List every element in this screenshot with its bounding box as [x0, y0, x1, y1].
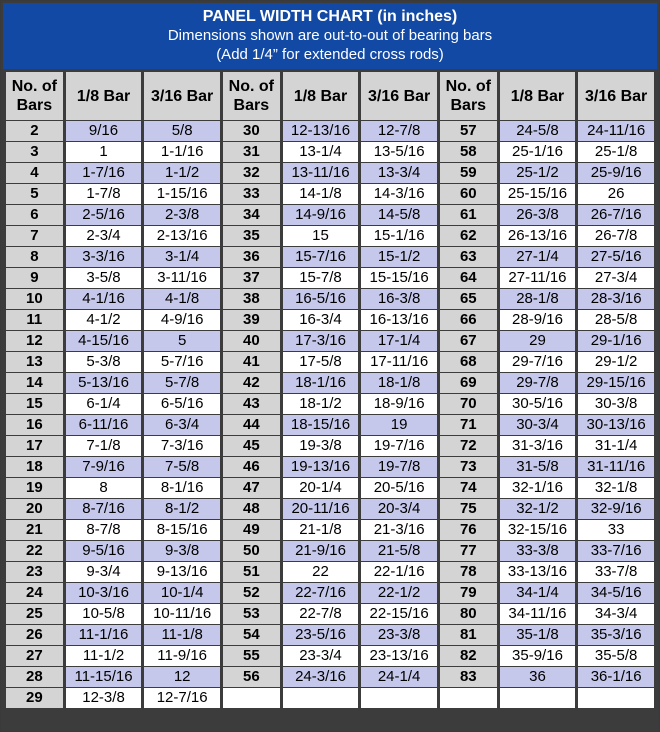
bar-count-cell: 17 — [6, 436, 63, 456]
bar-count-cell: 52 — [223, 583, 280, 603]
table-row — [6, 268, 654, 288]
three-sixteenth-bar-width-cell: 33-7/8 — [578, 562, 654, 582]
eighth-bar-width-cell: 16-5/16 — [283, 289, 359, 309]
eighth-bar-width-cell: 34-1/4 — [500, 583, 576, 603]
eighth-bar-width-cell: 23-5/16 — [283, 625, 359, 645]
table-row — [6, 436, 654, 456]
bar-count-cell: 54 — [223, 625, 280, 645]
eighth-bar-width-cell: 1 — [66, 142, 142, 162]
chart-subtitle-cross-rods: (Add 1/4” for extended cross rods) — [216, 46, 444, 63]
bar-count-cell: 43 — [223, 394, 280, 414]
three-sixteenth-bar-width-cell: 4-1/8 — [144, 289, 220, 309]
eighth-bar-width-cell: 8 — [66, 478, 142, 498]
bar-count-cell: 38 — [223, 289, 280, 309]
empty-cell — [440, 688, 497, 708]
eighth-bar-width-cell: 9-3/4 — [66, 562, 142, 582]
bar-count-cell: 72 — [440, 436, 497, 456]
chart-header — [3, 3, 657, 69]
bar-count-cell: 35 — [223, 226, 280, 246]
panel-width-table — [3, 71, 657, 709]
bar-count-cell: 14 — [6, 373, 63, 393]
bar-count-cell: 33 — [223, 184, 280, 204]
table-row — [6, 310, 654, 330]
eighth-bar-width-cell: 18-15/16 — [283, 415, 359, 435]
bar-count-cell: 12 — [6, 331, 63, 351]
three-sixteenth-bar-width-cell: 1-15/16 — [144, 184, 220, 204]
eighth-bar-width-cell: 25-15/16 — [500, 184, 576, 204]
eighth-bar-width-cell: 20-11/16 — [283, 499, 359, 519]
eighth-bar-width-cell: 29-7/16 — [500, 352, 576, 372]
table-row — [6, 583, 654, 603]
eighth-bar-width-cell: 28-1/8 — [500, 289, 576, 309]
eighth-bar-width-cell: 36 — [500, 667, 576, 687]
bar-count-cell: 25 — [6, 604, 63, 624]
three-sixteenth-bar-width-cell: 25-1/8 — [578, 142, 654, 162]
bar-count-cell: 10 — [6, 289, 63, 309]
three-sixteenth-bar-width-cell: 22-1/2 — [361, 583, 437, 603]
bar-count-cell: 15 — [6, 394, 63, 414]
bar-count-cell: 6 — [6, 205, 63, 225]
three-sixteenth-bar-width-cell: 23-13/16 — [361, 646, 437, 666]
bar-count-cell: 69 — [440, 373, 497, 393]
three-sixteenth-bar-width-cell: 13-5/16 — [361, 142, 437, 162]
eighth-bar-width-cell: 21-1/8 — [283, 520, 359, 540]
table-row — [6, 394, 654, 414]
eighth-bar-width-cell: 14-9/16 — [283, 205, 359, 225]
bar-count-cell: 9 — [6, 268, 63, 288]
three-sixteenth-bar-width-cell: 28-5/8 — [578, 310, 654, 330]
eighth-bar-width-cell: 24-3/16 — [283, 667, 359, 687]
eighth-bar-width-cell: 6-1/4 — [66, 394, 142, 414]
bar-count-cell: 83 — [440, 667, 497, 687]
three-sixteenth-bar-width-cell: 20-5/16 — [361, 478, 437, 498]
eighth-bar-width-cell: 20-1/4 — [283, 478, 359, 498]
header-three-sixteenth-bar: 3/16 Bar — [144, 72, 220, 120]
eighth-bar-width-cell: 31-5/8 — [500, 457, 576, 477]
bar-count-cell: 44 — [223, 415, 280, 435]
bar-count-cell: 37 — [223, 268, 280, 288]
bar-count-cell: 81 — [440, 625, 497, 645]
eighth-bar-width-cell: 24-5/8 — [500, 121, 576, 141]
eighth-bar-width-cell: 11-1/16 — [66, 625, 142, 645]
bar-count-cell: 36 — [223, 247, 280, 267]
bar-count-cell: 21 — [6, 520, 63, 540]
bar-count-cell: 50 — [223, 541, 280, 561]
three-sixteenth-bar-width-cell: 5-7/8 — [144, 373, 220, 393]
table-row — [6, 121, 654, 141]
three-sixteenth-bar-width-cell: 20-3/4 — [361, 499, 437, 519]
bar-count-cell: 27 — [6, 646, 63, 666]
empty-cell — [578, 688, 654, 708]
three-sixteenth-bar-width-cell: 18-1/8 — [361, 373, 437, 393]
bar-count-cell: 30 — [223, 121, 280, 141]
three-sixteenth-bar-width-cell: 17-1/4 — [361, 331, 437, 351]
table-row — [6, 625, 654, 645]
three-sixteenth-bar-width-cell: 5/8 — [144, 121, 220, 141]
three-sixteenth-bar-width-cell: 24-1/4 — [361, 667, 437, 687]
eighth-bar-width-cell: 15-7/8 — [283, 268, 359, 288]
bar-count-cell: 57 — [440, 121, 497, 141]
three-sixteenth-bar-width-cell: 26-7/16 — [578, 205, 654, 225]
bar-count-cell: 49 — [223, 520, 280, 540]
bar-count-cell: 74 — [440, 478, 497, 498]
eighth-bar-width-cell: 32-15/16 — [500, 520, 576, 540]
bar-count-cell: 79 — [440, 583, 497, 603]
eighth-bar-width-cell: 19-13/16 — [283, 457, 359, 477]
table-row — [6, 688, 654, 708]
eighth-bar-width-cell: 17-3/16 — [283, 331, 359, 351]
eighth-bar-width-cell: 3-5/8 — [66, 268, 142, 288]
three-sixteenth-bar-width-cell: 9-13/16 — [144, 562, 220, 582]
bar-count-cell: 76 — [440, 520, 497, 540]
bar-count-cell: 45 — [223, 436, 280, 456]
three-sixteenth-bar-width-cell: 10-11/16 — [144, 604, 220, 624]
eighth-bar-width-cell: 6-11/16 — [66, 415, 142, 435]
bar-count-cell: 23 — [6, 562, 63, 582]
eighth-bar-width-cell: 17-5/8 — [283, 352, 359, 372]
bar-count-cell: 39 — [223, 310, 280, 330]
bar-count-cell: 58 — [440, 142, 497, 162]
eighth-bar-width-cell: 4-15/16 — [66, 331, 142, 351]
three-sixteenth-bar-width-cell: 12 — [144, 667, 220, 687]
three-sixteenth-bar-width-cell: 16-13/16 — [361, 310, 437, 330]
bar-count-cell: 68 — [440, 352, 497, 372]
table-row — [6, 541, 654, 561]
bar-count-cell: 46 — [223, 457, 280, 477]
eighth-bar-width-cell: 18-1/16 — [283, 373, 359, 393]
eighth-bar-width-cell: 29-7/8 — [500, 373, 576, 393]
bar-count-cell: 28 — [6, 667, 63, 687]
bar-count-cell: 42 — [223, 373, 280, 393]
three-sixteenth-bar-width-cell: 33-7/16 — [578, 541, 654, 561]
header-eighth-bar: 1/8 Bar — [66, 72, 142, 120]
eighth-bar-width-cell: 9/16 — [66, 121, 142, 141]
three-sixteenth-bar-width-cell: 27-5/16 — [578, 247, 654, 267]
eighth-bar-width-cell: 10-3/16 — [66, 583, 142, 603]
eighth-bar-width-cell: 7-9/16 — [66, 457, 142, 477]
eighth-bar-width-cell: 23-3/4 — [283, 646, 359, 666]
table-row — [6, 520, 654, 540]
table-row — [6, 667, 654, 687]
three-sixteenth-bar-width-cell: 19 — [361, 415, 437, 435]
bar-count-cell: 47 — [223, 478, 280, 498]
eighth-bar-width-cell: 4-1/2 — [66, 310, 142, 330]
bar-count-cell: 80 — [440, 604, 497, 624]
bar-count-cell: 7 — [6, 226, 63, 246]
bar-count-cell: 62 — [440, 226, 497, 246]
bar-count-cell: 18 — [6, 457, 63, 477]
eighth-bar-width-cell: 8-7/16 — [66, 499, 142, 519]
bar-count-cell: 26 — [6, 625, 63, 645]
eighth-bar-width-cell: 8-7/8 — [66, 520, 142, 540]
three-sixteenth-bar-width-cell: 3-11/16 — [144, 268, 220, 288]
bar-count-cell: 8 — [6, 247, 63, 267]
three-sixteenth-bar-width-cell: 1-1/16 — [144, 142, 220, 162]
three-sixteenth-bar-width-cell: 16-3/8 — [361, 289, 437, 309]
three-sixteenth-bar-width-cell: 13-3/4 — [361, 163, 437, 183]
three-sixteenth-bar-width-cell: 11-1/8 — [144, 625, 220, 645]
eighth-bar-width-cell: 15-7/16 — [283, 247, 359, 267]
three-sixteenth-bar-width-cell: 34-3/4 — [578, 604, 654, 624]
three-sixteenth-bar-width-cell: 35-3/16 — [578, 625, 654, 645]
three-sixteenth-bar-width-cell: 7-3/16 — [144, 436, 220, 456]
three-sixteenth-bar-width-cell: 34-5/16 — [578, 583, 654, 603]
bar-count-cell: 48 — [223, 499, 280, 519]
three-sixteenth-bar-width-cell: 32-9/16 — [578, 499, 654, 519]
three-sixteenth-bar-width-cell: 18-9/16 — [361, 394, 437, 414]
bar-count-cell: 5 — [6, 184, 63, 204]
three-sixteenth-bar-width-cell: 21-3/16 — [361, 520, 437, 540]
bar-count-cell: 60 — [440, 184, 497, 204]
table-row — [6, 478, 654, 498]
three-sixteenth-bar-width-cell: 9-3/8 — [144, 541, 220, 561]
three-sixteenth-bar-width-cell: 15-1/2 — [361, 247, 437, 267]
eighth-bar-width-cell: 26-13/16 — [500, 226, 576, 246]
three-sixteenth-bar-width-cell: 22-15/16 — [361, 604, 437, 624]
bar-count-cell: 63 — [440, 247, 497, 267]
bar-count-cell: 53 — [223, 604, 280, 624]
eighth-bar-width-cell: 11-1/2 — [66, 646, 142, 666]
eighth-bar-width-cell: 10-5/8 — [66, 604, 142, 624]
table-row — [6, 373, 654, 393]
table-row — [6, 226, 654, 246]
table-row — [6, 457, 654, 477]
eighth-bar-width-cell: 33-3/8 — [500, 541, 576, 561]
eighth-bar-width-cell: 1-7/16 — [66, 163, 142, 183]
three-sixteenth-bar-width-cell: 35-5/8 — [578, 646, 654, 666]
three-sixteenth-bar-width-cell: 8-1/16 — [144, 478, 220, 498]
eighth-bar-width-cell: 33-13/16 — [500, 562, 576, 582]
bar-count-cell: 22 — [6, 541, 63, 561]
three-sixteenth-bar-width-cell: 29-1/16 — [578, 331, 654, 351]
eighth-bar-width-cell: 1-7/8 — [66, 184, 142, 204]
three-sixteenth-bar-width-cell: 21-5/8 — [361, 541, 437, 561]
eighth-bar-width-cell: 21-9/16 — [283, 541, 359, 561]
three-sixteenth-bar-width-cell: 19-7/8 — [361, 457, 437, 477]
eighth-bar-width-cell: 19-3/8 — [283, 436, 359, 456]
eighth-bar-width-cell: 2-5/16 — [66, 205, 142, 225]
bar-count-cell: 41 — [223, 352, 280, 372]
three-sixteenth-bar-width-cell: 26-7/8 — [578, 226, 654, 246]
three-sixteenth-bar-width-cell: 6-5/16 — [144, 394, 220, 414]
bar-count-cell: 56 — [223, 667, 280, 687]
table-row — [6, 352, 654, 372]
bar-count-cell: 3 — [6, 142, 63, 162]
bar-count-cell: 40 — [223, 331, 280, 351]
header-row — [6, 72, 654, 120]
three-sixteenth-bar-width-cell: 29-15/16 — [578, 373, 654, 393]
header-eighth-bar: 1/8 Bar — [500, 72, 576, 120]
bar-count-cell: 55 — [223, 646, 280, 666]
eighth-bar-width-cell: 22-7/8 — [283, 604, 359, 624]
three-sixteenth-bar-width-cell: 30-13/16 — [578, 415, 654, 435]
eighth-bar-width-cell: 25-1/16 — [500, 142, 576, 162]
eighth-bar-width-cell: 30-3/4 — [500, 415, 576, 435]
bar-count-cell: 19 — [6, 478, 63, 498]
three-sixteenth-bar-width-cell: 8-1/2 — [144, 499, 220, 519]
eighth-bar-width-cell: 12-13/16 — [283, 121, 359, 141]
eighth-bar-width-cell: 26-3/8 — [500, 205, 576, 225]
eighth-bar-width-cell: 32-1/2 — [500, 499, 576, 519]
header-eighth-bar: 1/8 Bar — [283, 72, 359, 120]
header-no-of-bars: No. of Bars — [223, 72, 280, 120]
eighth-bar-width-cell: 18-1/2 — [283, 394, 359, 414]
three-sixteenth-bar-width-cell: 31-1/4 — [578, 436, 654, 456]
eighth-bar-width-cell: 11-15/16 — [66, 667, 142, 687]
eighth-bar-width-cell: 22-7/16 — [283, 583, 359, 603]
eighth-bar-width-cell: 13-1/4 — [283, 142, 359, 162]
eighth-bar-width-cell: 2-3/4 — [66, 226, 142, 246]
bar-count-cell: 31 — [223, 142, 280, 162]
three-sixteenth-bar-width-cell: 25-9/16 — [578, 163, 654, 183]
table-row — [6, 331, 654, 351]
chart-body — [6, 121, 654, 708]
eighth-bar-width-cell: 12-3/8 — [66, 688, 142, 708]
chart-grid — [3, 71, 657, 729]
bar-count-cell: 13 — [6, 352, 63, 372]
three-sixteenth-bar-width-cell: 5 — [144, 331, 220, 351]
header-three-sixteenth-bar: 3/16 Bar — [578, 72, 654, 120]
header-no-of-bars: No. of Bars — [6, 72, 63, 120]
eighth-bar-width-cell: 27-1/4 — [500, 247, 576, 267]
table-row — [6, 499, 654, 519]
three-sixteenth-bar-width-cell: 32-1/8 — [578, 478, 654, 498]
eighth-bar-width-cell: 32-1/16 — [500, 478, 576, 498]
three-sixteenth-bar-width-cell: 29-1/2 — [578, 352, 654, 372]
table-row — [6, 415, 654, 435]
bar-count-cell: 73 — [440, 457, 497, 477]
three-sixteenth-bar-width-cell: 6-3/4 — [144, 415, 220, 435]
bar-count-cell: 78 — [440, 562, 497, 582]
table-row — [6, 205, 654, 225]
three-sixteenth-bar-width-cell: 12-7/16 — [144, 688, 220, 708]
eighth-bar-width-cell: 30-5/16 — [500, 394, 576, 414]
empty-cell — [223, 688, 280, 708]
eighth-bar-width-cell: 35-9/16 — [500, 646, 576, 666]
three-sixteenth-bar-width-cell: 22-1/16 — [361, 562, 437, 582]
three-sixteenth-bar-width-cell: 30-3/8 — [578, 394, 654, 414]
bar-count-cell: 24 — [6, 583, 63, 603]
empty-cell — [500, 688, 576, 708]
eighth-bar-width-cell: 14-1/8 — [283, 184, 359, 204]
eighth-bar-width-cell: 31-3/16 — [500, 436, 576, 456]
bar-count-cell: 71 — [440, 415, 497, 435]
bar-count-cell: 61 — [440, 205, 497, 225]
three-sixteenth-bar-width-cell: 31-11/16 — [578, 457, 654, 477]
table-row — [6, 604, 654, 624]
bar-count-cell: 82 — [440, 646, 497, 666]
eighth-bar-width-cell: 7-1/8 — [66, 436, 142, 456]
eighth-bar-width-cell: 22 — [283, 562, 359, 582]
bar-count-cell: 20 — [6, 499, 63, 519]
bar-count-cell: 51 — [223, 562, 280, 582]
table-row — [6, 142, 654, 162]
three-sixteenth-bar-width-cell: 1-1/2 — [144, 163, 220, 183]
three-sixteenth-bar-width-cell: 4-9/16 — [144, 310, 220, 330]
empty-cell — [361, 688, 437, 708]
bar-count-cell: 34 — [223, 205, 280, 225]
three-sixteenth-bar-width-cell: 11-9/16 — [144, 646, 220, 666]
eighth-bar-width-cell: 29 — [500, 331, 576, 351]
header-no-of-bars: No. of Bars — [440, 72, 497, 120]
chart-title: PANEL WIDTH CHART (in inches) — [202, 8, 458, 25]
three-sixteenth-bar-width-cell: 19-7/16 — [361, 436, 437, 456]
eighth-bar-width-cell: 15 — [283, 226, 359, 246]
bar-count-cell: 77 — [440, 541, 497, 561]
three-sixteenth-bar-width-cell: 33 — [578, 520, 654, 540]
three-sixteenth-bar-width-cell: 24-11/16 — [578, 121, 654, 141]
table-row — [6, 184, 654, 204]
three-sixteenth-bar-width-cell: 15-1/16 — [361, 226, 437, 246]
bar-count-cell: 59 — [440, 163, 497, 183]
bar-count-cell: 16 — [6, 415, 63, 435]
three-sixteenth-bar-width-cell: 36-1/16 — [578, 667, 654, 687]
three-sixteenth-bar-width-cell: 14-5/8 — [361, 205, 437, 225]
eighth-bar-width-cell: 16-3/4 — [283, 310, 359, 330]
three-sixteenth-bar-width-cell: 8-15/16 — [144, 520, 220, 540]
three-sixteenth-bar-width-cell: 10-1/4 — [144, 583, 220, 603]
bar-count-cell: 67 — [440, 331, 497, 351]
bar-count-cell: 64 — [440, 268, 497, 288]
three-sixteenth-bar-width-cell: 14-3/16 — [361, 184, 437, 204]
eighth-bar-width-cell: 5-3/8 — [66, 352, 142, 372]
eighth-bar-width-cell: 34-11/16 — [500, 604, 576, 624]
bar-count-cell: 11 — [6, 310, 63, 330]
eighth-bar-width-cell: 13-11/16 — [283, 163, 359, 183]
three-sixteenth-bar-width-cell: 26 — [578, 184, 654, 204]
eighth-bar-width-cell: 25-1/2 — [500, 163, 576, 183]
header-three-sixteenth-bar: 3/16 Bar — [361, 72, 437, 120]
table-row — [6, 247, 654, 267]
table-row — [6, 562, 654, 582]
bar-count-cell: 70 — [440, 394, 497, 414]
three-sixteenth-bar-width-cell: 2-3/8 — [144, 205, 220, 225]
table-row — [6, 289, 654, 309]
three-sixteenth-bar-width-cell: 23-3/8 — [361, 625, 437, 645]
eighth-bar-width-cell: 4-1/16 — [66, 289, 142, 309]
three-sixteenth-bar-width-cell: 3-1/4 — [144, 247, 220, 267]
chart-subtitle-dimensions: Dimensions shown are out-to-out of bearing bars — [167, 27, 493, 44]
table-row — [6, 163, 654, 183]
bar-count-cell: 4 — [6, 163, 63, 183]
bar-count-cell: 75 — [440, 499, 497, 519]
eighth-bar-width-cell: 3-3/16 — [66, 247, 142, 267]
three-sixteenth-bar-width-cell: 27-3/4 — [578, 268, 654, 288]
bar-count-cell: 29 — [6, 688, 63, 708]
bar-count-cell: 66 — [440, 310, 497, 330]
three-sixteenth-bar-width-cell: 12-7/8 — [361, 121, 437, 141]
three-sixteenth-bar-width-cell: 28-3/16 — [578, 289, 654, 309]
three-sixteenth-bar-width-cell: 7-5/8 — [144, 457, 220, 477]
eighth-bar-width-cell: 5-13/16 — [66, 373, 142, 393]
bar-count-cell: 2 — [6, 121, 63, 141]
empty-cell — [283, 688, 359, 708]
three-sixteenth-bar-width-cell: 17-11/16 — [361, 352, 437, 372]
eighth-bar-width-cell: 35-1/8 — [500, 625, 576, 645]
eighth-bar-width-cell: 28-9/16 — [500, 310, 576, 330]
bar-count-cell: 32 — [223, 163, 280, 183]
three-sixteenth-bar-width-cell: 2-13/16 — [144, 226, 220, 246]
three-sixteenth-bar-width-cell: 15-15/16 — [361, 268, 437, 288]
table-row — [6, 646, 654, 666]
eighth-bar-width-cell: 9-5/16 — [66, 541, 142, 561]
three-sixteenth-bar-width-cell: 5-7/16 — [144, 352, 220, 372]
bar-count-cell: 65 — [440, 289, 497, 309]
eighth-bar-width-cell: 27-11/16 — [500, 268, 576, 288]
